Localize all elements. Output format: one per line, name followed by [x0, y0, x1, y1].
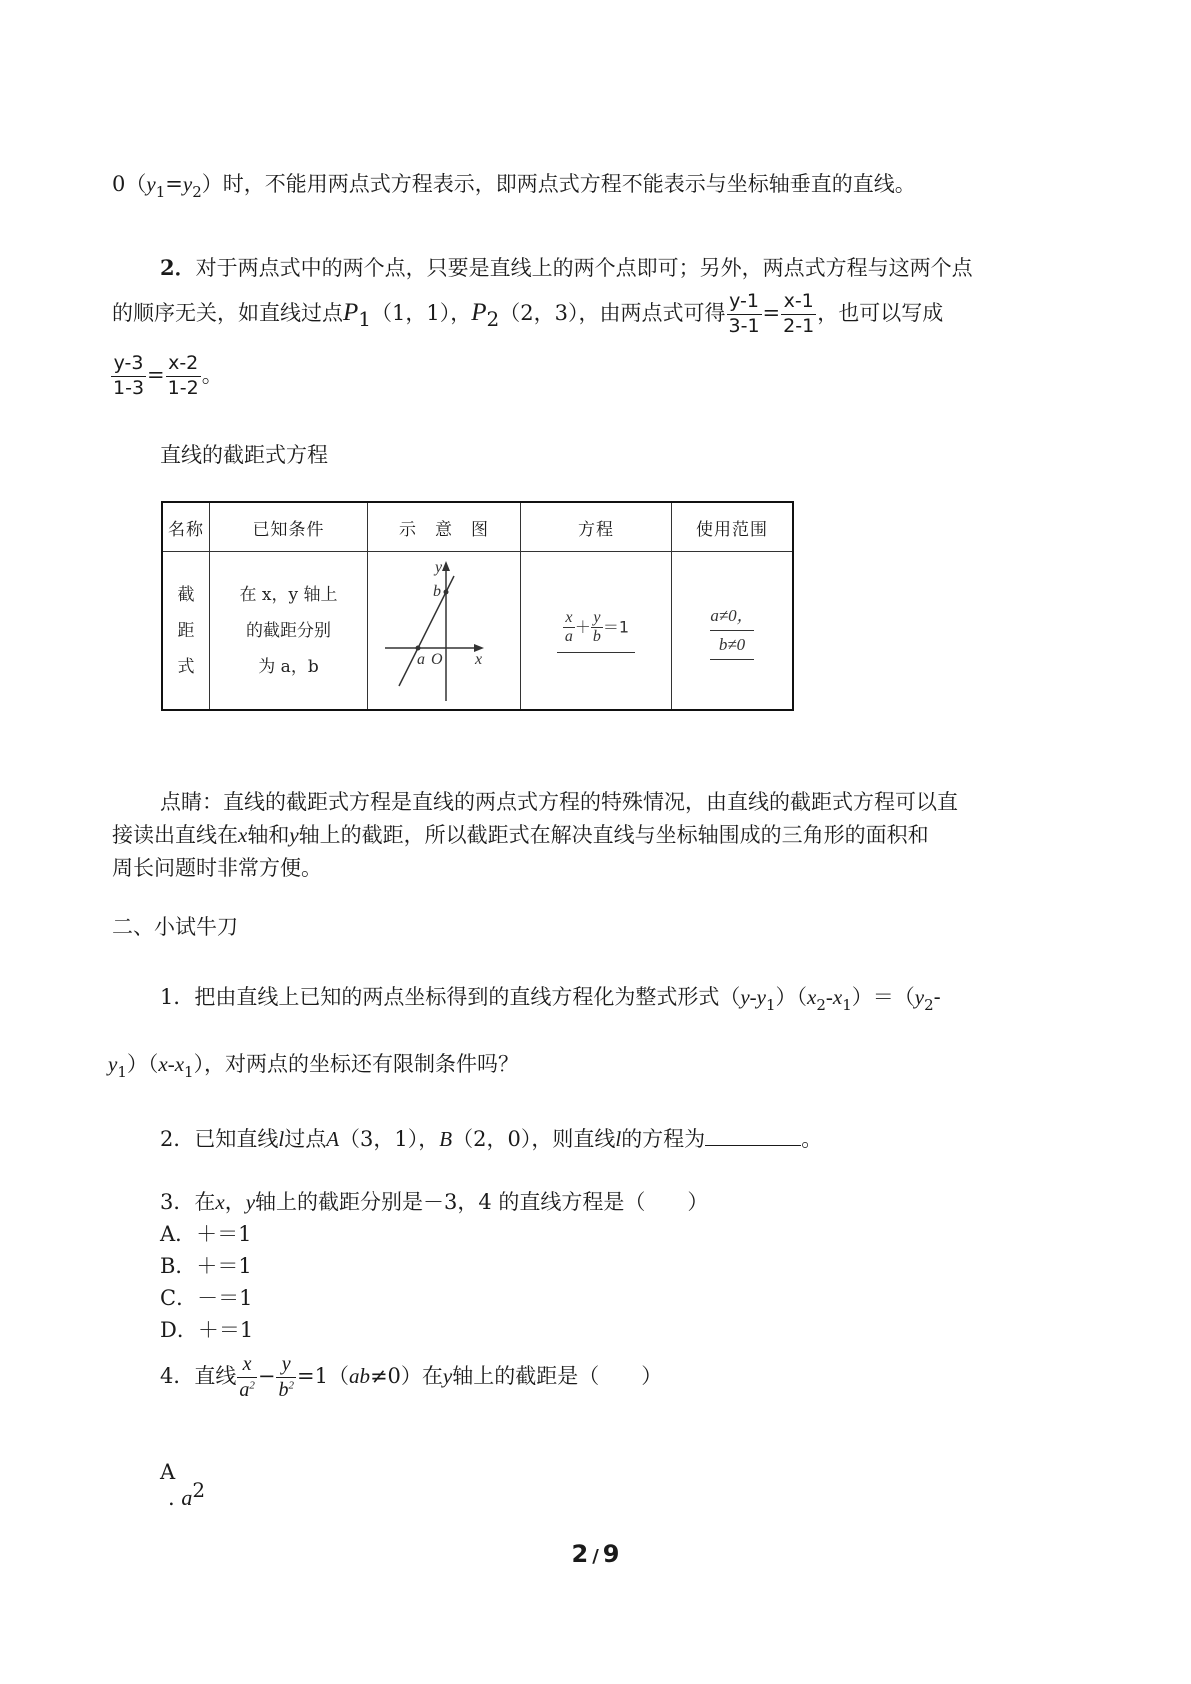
- text: ，也可以写成: [817, 300, 944, 325]
- label-origin: O: [431, 650, 443, 668]
- question-1-line-2: $y_1)(x-x_1)$，对两点的坐标还有限制条件吗？: [108, 1052, 520, 1081]
- option-b: B．＋＝1: [160, 1254, 252, 1278]
- cell-equation: [521, 552, 672, 711]
- section-2-heading: 二、小试牛刀: [112, 915, 238, 939]
- range: $\frac{a\ne 0,}{b\ne 0}$: [710, 601, 753, 660]
- header-equation: 方程: [521, 502, 672, 552]
- var-P: P: [343, 298, 359, 326]
- table-header-row: [162, 502, 793, 552]
- fraction: $\frac{x-1}{2-1}$: [783, 290, 815, 337]
- text: 的顺序无关，如直线过点: [112, 300, 343, 325]
- question-3: 3．在x，y轴上的截距分别是－3，4 的直线方程是（ ）: [160, 1190, 709, 1214]
- text: 对于两点式中的两个点，只要是直线上的两个点即可；另外，两点式方程与这两个点: [195, 256, 973, 280]
- var-y: y: [182, 172, 193, 196]
- note-line-1: 点睛：直线的截距式方程是直线的两点式方程的特殊情况，由直线的截距式方程可以直: [160, 790, 958, 814]
- paragraph-2-line-1: [160, 255, 973, 281]
- fraction-y-b: $\frac{y}{b}$: [592, 608, 601, 645]
- cell-condition: 在 x，y 轴上 的截距分别 为 a，b: [210, 552, 368, 711]
- text: 。: [201, 362, 223, 387]
- note-line-2: 接读出直线在x轴和y轴上的截距，所以截距式在解决直线与坐标轴围成的三角形的面积和: [112, 823, 929, 847]
- intercept-diagram: [379, 556, 509, 706]
- subscript: 1: [358, 306, 372, 331]
- label-a: a: [417, 650, 425, 668]
- label-x: x: [475, 650, 483, 668]
- option-a: A．＋＝1: [160, 1222, 252, 1246]
- text: （1，1），: [371, 300, 472, 325]
- item-number: 2．: [160, 255, 196, 280]
- fraction-x-a2: $\frac{x}{a^2}$: [239, 1353, 255, 1401]
- q4-option-a-value: . $a^2$: [168, 1478, 206, 1510]
- option-d: D．＋＝1: [160, 1318, 254, 1342]
- answer-blank: [705, 1127, 801, 1146]
- text: 0: [112, 172, 126, 196]
- label-y: y: [435, 558, 443, 576]
- text: =: [165, 172, 183, 196]
- section-heading: 直线的截距式方程: [160, 443, 328, 467]
- fraction: $\frac{y-3}{1-3}$: [113, 352, 145, 399]
- label-b: b: [433, 582, 441, 600]
- header-name: 名称: [162, 502, 210, 552]
- point-b: [444, 589, 449, 594]
- q4-option-a-label: A: [160, 1460, 176, 1484]
- point-a: [416, 645, 421, 650]
- header-diagram: 示 意 图: [368, 502, 521, 552]
- subscript: 2: [192, 183, 202, 201]
- y-axis-arrow: [442, 561, 450, 571]
- paragraph-2-line-3: [110, 352, 223, 401]
- var-P: P: [471, 298, 487, 326]
- question-1-line-1: 1．把由直线上已知的两点坐标得到的直线方程化为整式形式$(y-y_1)(x_2-x_1)=(y_2-$: [160, 985, 941, 1014]
- text: ）时，不能用两点式方程表示，即两点式方程不能表示与坐标轴垂直的直线。: [201, 172, 916, 196]
- subscript: 2: [486, 306, 500, 331]
- option-c: C．－＝1: [160, 1286, 253, 1310]
- question-4: 4．直线 $\frac{x}{a^2}$ − $\frac{y}{b^2}$ =1（ab≠0）在y轴上的截距是（ ）: [160, 1353, 663, 1401]
- cell-diagram: [368, 552, 521, 711]
- paragraph-1: [112, 172, 916, 201]
- subscript: 1: [155, 183, 166, 201]
- paragraph-2-line-2: [112, 290, 943, 339]
- equation: $\frac{x}{a}$ ＋ $\frac{y}{b}$ ＝1: [557, 609, 635, 653]
- note-line-3: 周长问题时非常方便。: [112, 856, 322, 880]
- var-y: y: [146, 172, 156, 196]
- header-condition: 已知条件: [210, 502, 368, 552]
- fraction: $\frac{y-1}{3-1}$: [728, 290, 760, 337]
- fraction-y-b2: $\frac{y}{b^2}$: [278, 1353, 294, 1401]
- header-range: 使用范围: [672, 502, 794, 552]
- table-row: [162, 552, 793, 711]
- text: （: [125, 172, 147, 196]
- fraction: $\frac{x-2}{1-2}$: [167, 352, 199, 399]
- fraction-x-a: $\frac{x}{a}$: [564, 608, 573, 645]
- text: =: [762, 300, 781, 325]
- text: （2，3），由两点式可得: [499, 300, 726, 325]
- cell-name: 截 距 式: [162, 552, 210, 711]
- text: =: [147, 362, 165, 387]
- page-number: 2 / 9: [571, 1540, 620, 1568]
- intercept-form-table: [161, 501, 794, 711]
- cell-range: [672, 552, 794, 711]
- question-2: 2．已知直线l过点A（3，1），B（2，0），则直线l的方程为 。: [160, 1127, 823, 1151]
